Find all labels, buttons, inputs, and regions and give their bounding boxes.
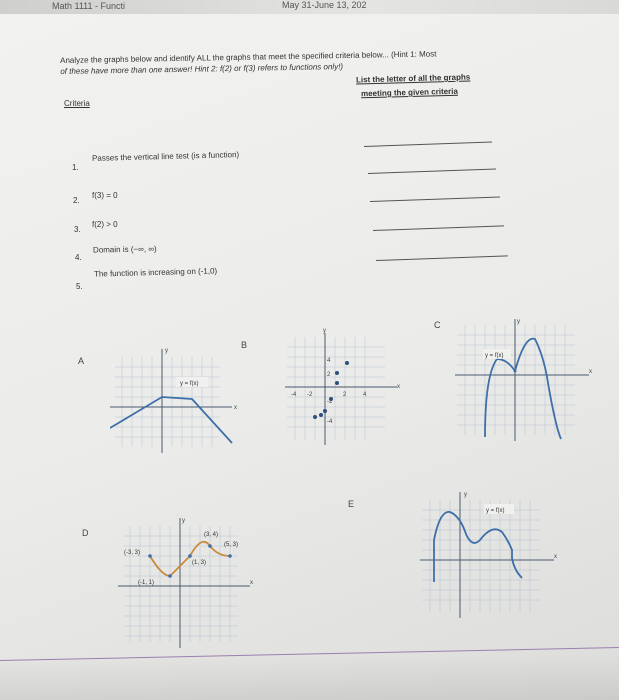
graph-b-tick-x-2: 2 <box>343 392 347 398</box>
graph-d <box>118 512 258 652</box>
instructions-hint: of these have more than one answer! Hint 2: f(2) or f(3) refers to functions only!) <box>60 62 344 76</box>
graph-e-function-label: y = f(x) <box>486 508 505 514</box>
graph-b-letter: B <box>241 340 248 350</box>
graph-d-point-label-1: (-3, 3) <box>124 550 141 556</box>
page-shadow <box>0 655 619 700</box>
graph-b-tick-x-4: 4 <box>363 392 367 398</box>
graph-b-x-label: x <box>397 384 400 390</box>
criteria-label: Criteria <box>64 99 90 108</box>
graph-d-y-label: y <box>182 518 185 524</box>
criterion-3-number: 3. <box>74 225 81 234</box>
graph-e <box>420 488 560 622</box>
graph-e-letter: E <box>348 499 355 509</box>
list-heading-line2: meeting the given criteria <box>360 86 459 99</box>
graph-d-point-label-2: (3, 4) <box>204 532 219 538</box>
graph-b-y-label: y <box>323 328 326 334</box>
graph-b-tick-y-2: 2 <box>327 372 331 378</box>
graph-a-y-label: y <box>165 348 168 354</box>
criterion-5-number: 5. <box>76 282 83 291</box>
graph-d-point-label-5: (-1, 1) <box>138 580 155 586</box>
graph-d-point-label-4: (1, 3) <box>192 560 207 566</box>
graph-e-x-label: x <box>554 554 557 560</box>
criterion-3-text: f(2) > 0 <box>92 220 118 229</box>
graph-e-curve <box>434 512 522 582</box>
graph-e-y-label: y <box>464 492 467 498</box>
course-header: Math 1111 - Functi <box>52 1 126 11</box>
graph-b-tick-y-neg4: -4 <box>327 419 333 425</box>
answer-line-1[interactable] <box>364 142 492 147</box>
graph-a-curve <box>110 397 232 443</box>
criterion-4-number: 4. <box>75 253 82 262</box>
graph-d-x-label: x <box>250 580 253 586</box>
answer-line-4[interactable] <box>373 225 504 231</box>
graph-c <box>455 315 595 447</box>
graph-b-tick-y-neg2: -2 <box>327 399 333 405</box>
graph-b-tick-x-neg4: -4 <box>291 392 297 398</box>
answer-line-5[interactable] <box>376 255 508 261</box>
instructions-main: Analyze the graphs below and identify ALL the graphs that meet the specified criteria below... (Hint 1: Most <box>60 49 437 65</box>
graph-a-function-label: y = f(x) <box>180 381 199 387</box>
graph-d-letter: D <box>82 528 89 538</box>
date-header: May 31-June 13, 202 <box>282 0 367 10</box>
graph-c-function-label: y = f(x) <box>485 353 504 359</box>
graph-a-x-label: x <box>234 405 237 411</box>
graph-b-points <box>313 361 349 419</box>
criterion-5-text: The function is increasing on (-1,0) <box>93 266 218 279</box>
answer-line-2[interactable] <box>368 169 496 174</box>
graph-c-letter: C <box>434 320 441 330</box>
graph-c-x-label: x <box>589 369 592 375</box>
graph-b <box>285 325 405 450</box>
graph-c-y-label: y <box>517 319 520 325</box>
graph-a <box>110 343 242 458</box>
criterion-4-text: Domain is (−∞, ∞) <box>92 244 157 255</box>
criterion-2-text: f(3) = 0 <box>92 191 118 200</box>
graph-b-tick-y-4: 4 <box>327 358 331 364</box>
graph-d-point-label-3: (5, 3) <box>224 542 239 548</box>
graph-a-letter: A <box>78 356 85 366</box>
criterion-1-number: 1. <box>72 163 79 172</box>
criterion-1-text: Passes the vertical line test (is a function) <box>91 150 240 163</box>
graph-b-tick-x-neg2: -2 <box>307 392 313 398</box>
criterion-2-number: 2. <box>73 196 80 205</box>
answer-line-3[interactable] <box>370 196 500 202</box>
list-heading-line1: List the letter of all the graphs <box>355 72 471 85</box>
